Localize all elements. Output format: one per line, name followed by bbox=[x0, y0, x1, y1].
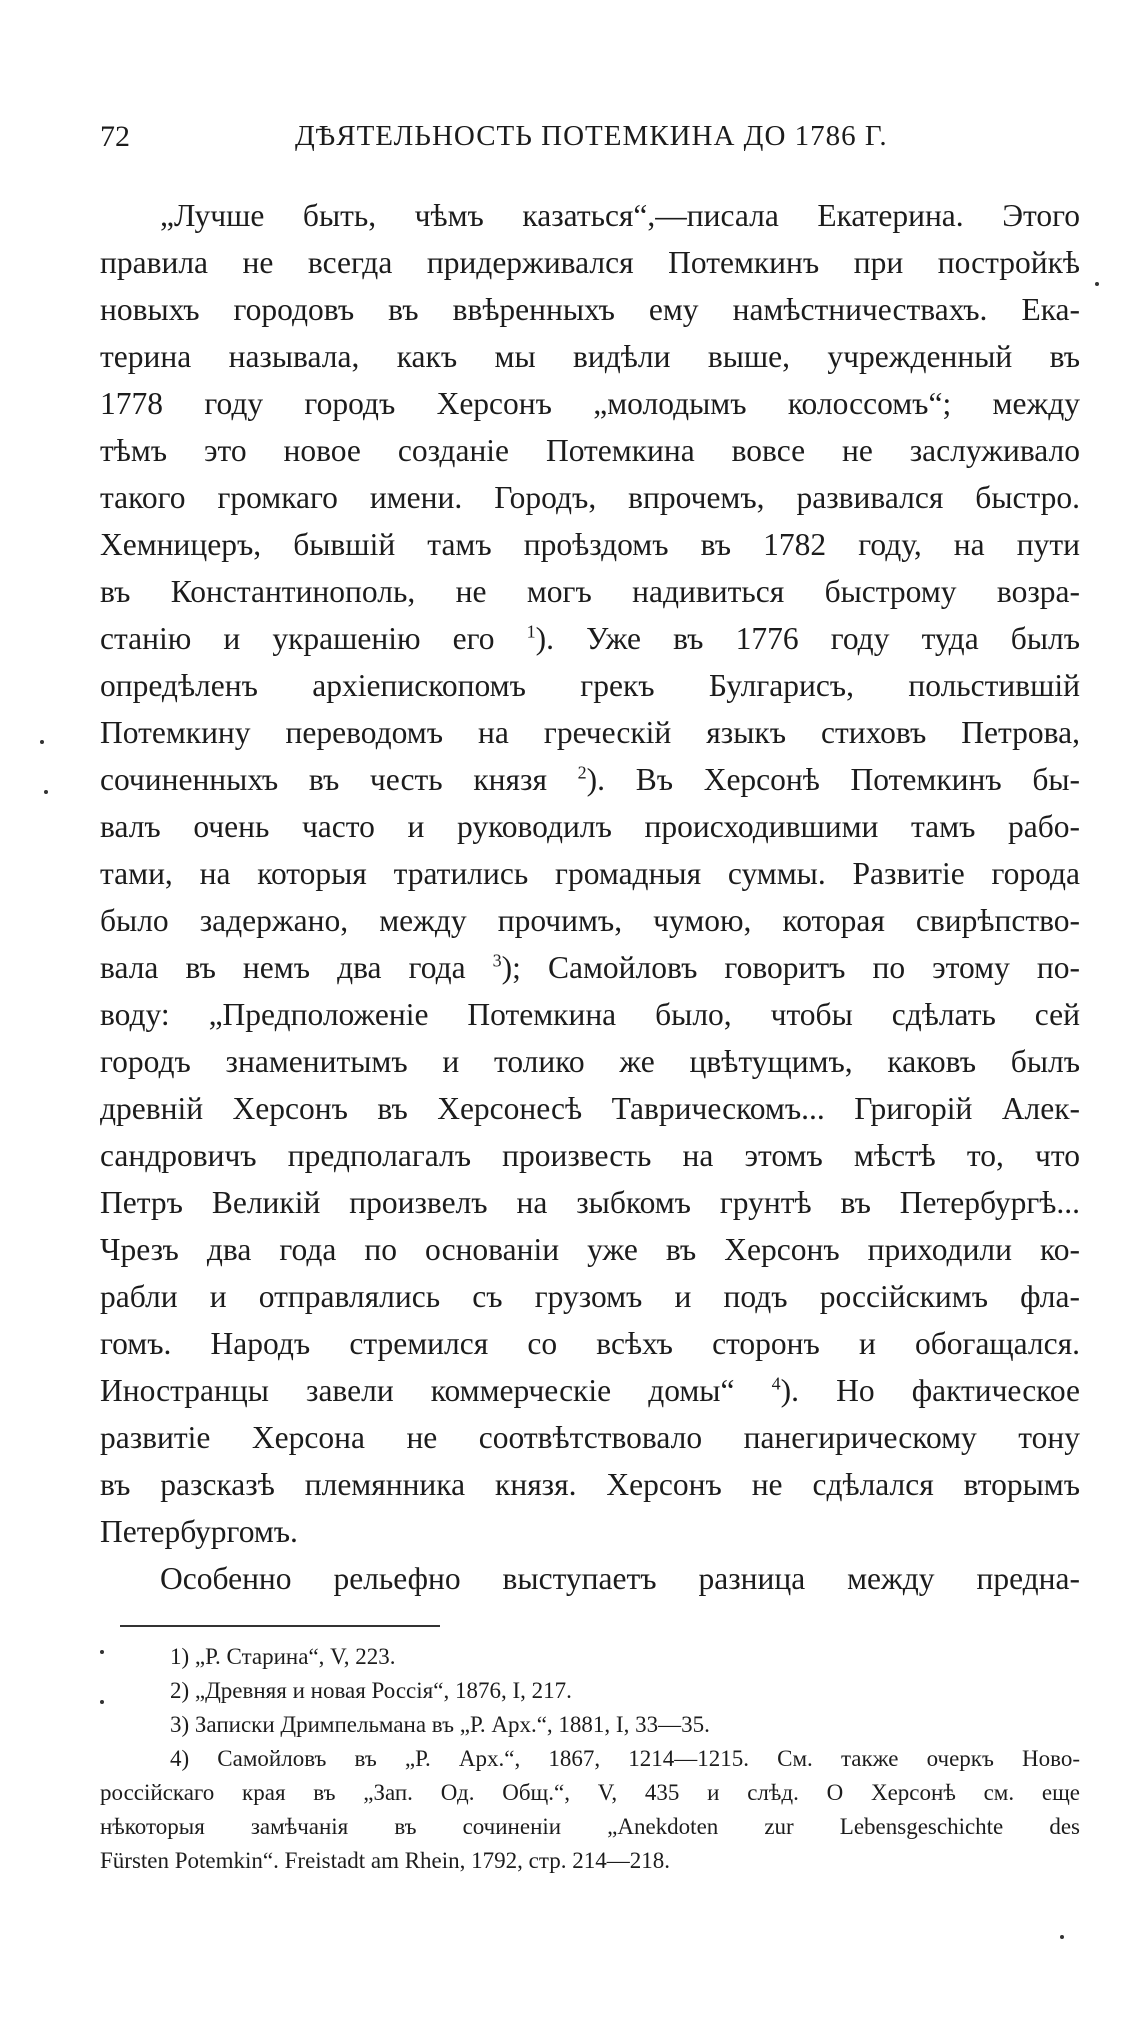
text-line bbox=[100, 1367, 1080, 1414]
text-line: валъ очень часто и руководилъ происходившими тамъ рабо- bbox=[100, 809, 1080, 844]
text-segment: Иностранцы завели коммерческіе домы“ bbox=[100, 1373, 735, 1408]
main-text bbox=[100, 192, 1080, 1602]
footnote-4-cont: россійскаго края въ „Зап. Од. Общ.“, V, 435 и слѣд. О Херсонѣ см. еще bbox=[100, 1780, 1080, 1805]
text-line: Петербургомъ. bbox=[100, 1514, 298, 1549]
text-line: Чрезъ два года по основаніи уже въ Херсонъ приходили ко- bbox=[100, 1232, 1080, 1267]
footnote-1: 1) „Р. Старина“, V, 223. bbox=[170, 1644, 396, 1669]
text-line: опредѣленъ архіепископомъ грекъ Булгарисъ, польстившій bbox=[100, 668, 1080, 703]
footnote-ref: 3 bbox=[492, 950, 502, 971]
page-number: 72 bbox=[100, 120, 130, 153]
text-line: тѣмъ это новое созданіе Потемкина вовсе не заслуживало bbox=[100, 433, 1080, 468]
text-line: развитіе Херсона не соотвѣтствовало панегирическому тону bbox=[100, 1420, 1080, 1455]
text-segment: сочиненныхъ въ честь князя bbox=[100, 762, 547, 797]
margin-speck bbox=[100, 1700, 104, 1704]
text-segment: ). Въ Херсонѣ Потемкинъ бы- bbox=[586, 762, 1081, 797]
text-line: правила не всегда придерживался Потемкинъ при постройкѣ bbox=[100, 245, 1080, 280]
text-line bbox=[100, 615, 1080, 662]
text-segment: вала въ немъ два года bbox=[100, 950, 466, 985]
text-segment: ). Уже въ 1776 году туда былъ bbox=[535, 621, 1081, 656]
footnote-ref: 1 bbox=[526, 621, 536, 642]
text-line: Потемкину переводомъ на греческій языкъ стиховъ Петрова, bbox=[100, 715, 1080, 750]
footnote-ref: 2 bbox=[577, 762, 587, 783]
text-line: было задержано, между прочимъ, чумою, которая свирѣпство- bbox=[100, 903, 1080, 938]
footnote-3: 3) Записки Дримпельмана въ „Р. Арх.“, 1881, I, 33—35. bbox=[170, 1712, 710, 1737]
margin-speck bbox=[44, 790, 48, 794]
text-line: древній Херсонъ въ Херсонесѣ Таврическомъ... Григорій Алек- bbox=[100, 1091, 1080, 1126]
footnote-divider bbox=[120, 1625, 440, 1627]
text-line: Хемницеръ, бывшій тамъ проѣздомъ въ 1782 году, на пути bbox=[100, 527, 1080, 562]
margin-speck bbox=[1060, 1935, 1064, 1939]
margin-speck bbox=[1095, 282, 1099, 286]
page-header bbox=[0, 120, 1140, 170]
text-segment: ). Но фактическое bbox=[780, 1373, 1081, 1408]
text-segment: станію и украшенію его bbox=[100, 621, 495, 656]
footnotes bbox=[100, 1640, 1080, 1878]
footnote-2: 2) „Древняя и новая Россія“, 1876, I, 217. bbox=[170, 1678, 572, 1703]
text-line: 1778 году городъ Херсонъ „молодымъ колоссомъ“; между bbox=[100, 386, 1080, 421]
text-line bbox=[100, 756, 1080, 803]
text-line: въ Константинополь, не могъ надивиться быстрому возра- bbox=[100, 574, 1080, 609]
margin-speck bbox=[40, 740, 44, 744]
text-line: въ разсказѣ племянника князя. Херсонъ не сдѣлался вторымъ bbox=[100, 1467, 1080, 1502]
footnote-4-cont: Fürsten Potemkin“. Freistadt am Rhein, 1792, стр. 214—218. bbox=[100, 1848, 670, 1873]
text-line: гомъ. Народъ стремился со всѣхъ сторонъ и обогащался. bbox=[100, 1326, 1080, 1361]
text-line: „Лучше быть, чѣмъ казаться“,—писала Екатерина. Этого bbox=[160, 198, 1080, 233]
text-line: Особенно рельефно выступаетъ разница между предна- bbox=[160, 1561, 1080, 1596]
footnote-ref: 4 bbox=[771, 1373, 781, 1394]
text-line: терина называла, какъ мы видѣли выше, учрежденный въ bbox=[100, 339, 1080, 374]
text-line: такого громкаго имени. Городъ, впрочемъ, развивался быстро. bbox=[100, 480, 1080, 515]
text-line: сандровичъ предполагалъ произвесть на этомъ мѣстѣ то, что bbox=[100, 1138, 1080, 1173]
text-line: тами, на которыя тратились громадныя суммы. Развитіе города bbox=[100, 856, 1080, 891]
running-title: ДѢЯТЕЛЬНОСТЬ ПОТЕМКИНА ДО 1786 Г. bbox=[295, 120, 888, 152]
text-line: городъ знаменитымъ и толико же цвѣтущимъ, каковъ былъ bbox=[100, 1044, 1080, 1079]
text-line bbox=[100, 944, 1080, 991]
text-line: Петръ Великій произвелъ на зыбкомъ грунтѣ въ Петербургѣ... bbox=[100, 1185, 1080, 1220]
text-line: новыхъ городовъ въ ввѣренныхъ ему намѣстничествахъ. Ека- bbox=[100, 292, 1080, 327]
footnote-4-cont: нѣкоторыя замѣчанія въ сочиненіи „Anekdoten zur Lebensgeschichte des bbox=[100, 1814, 1080, 1839]
text-line: воду: „Предположеніе Потемкина было, чтобы сдѣлать сей bbox=[100, 997, 1080, 1032]
footnote-4: 4) Самойловъ въ „Р. Арх.“, 1867, 1214—1215. См. также очеркъ Ново- bbox=[170, 1746, 1080, 1771]
margin-speck bbox=[100, 1650, 104, 1654]
text-line: рабли и отправлялись съ грузомъ и подъ россійскимъ фла- bbox=[100, 1279, 1080, 1314]
text-segment: ); Самойловъ говоритъ по этому по- bbox=[501, 950, 1081, 985]
